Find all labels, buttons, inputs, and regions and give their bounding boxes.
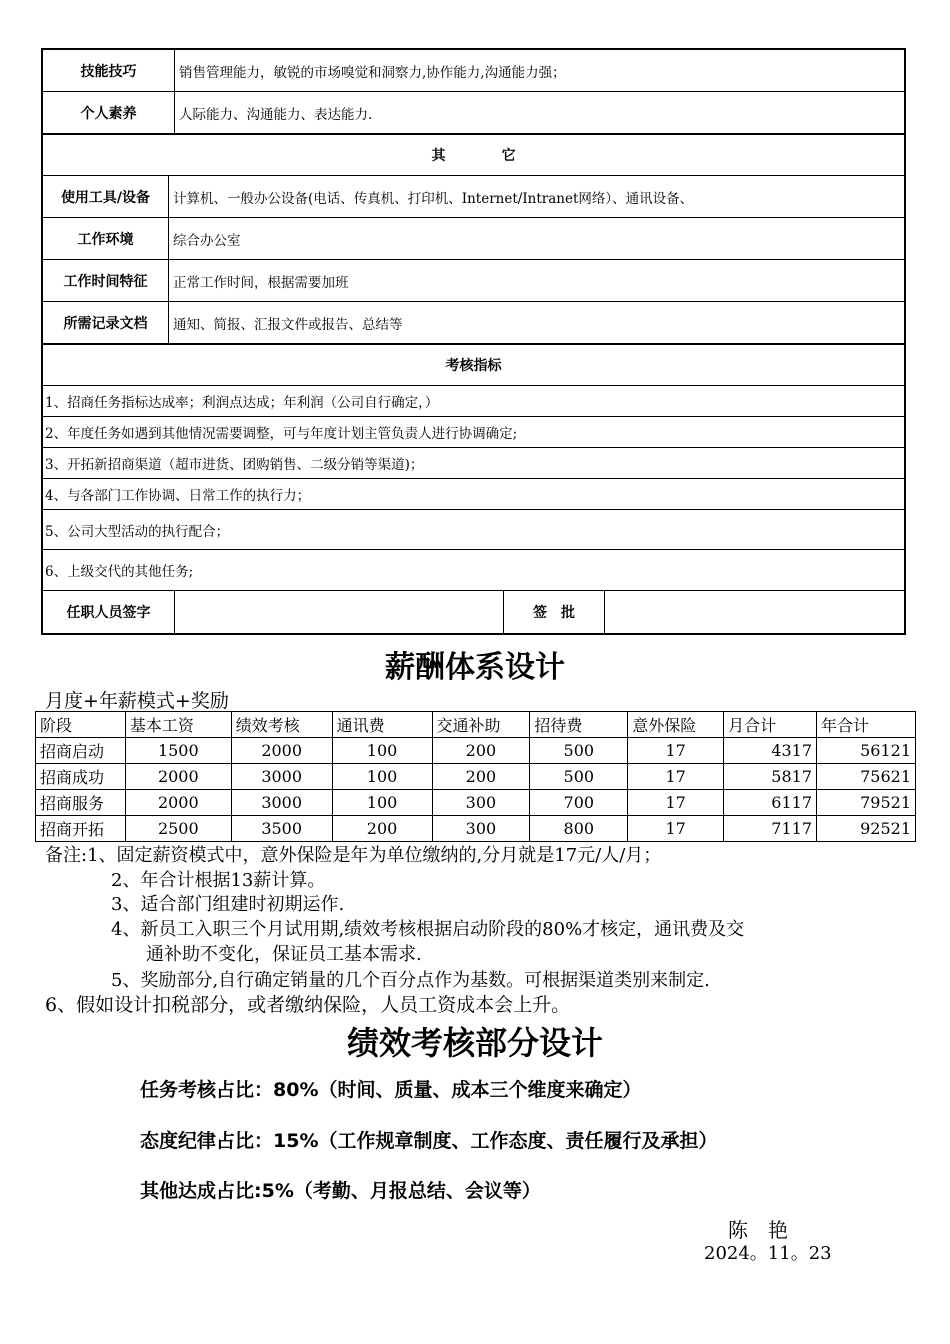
table-cell: 100 [332,790,432,816]
salary-header-row [36,712,916,738]
performance-item: 态度纪律占比：15%（工作规章制度、工作态度、责任履行及承担） [140,1130,718,1152]
signature-label: 任职人员签字 [43,591,175,633]
hours-label: 工作时间特征 [43,260,169,301]
skills-label: 技能技巧 [43,50,175,91]
hours-value: 正常工作时间，根据需要加班 [173,274,349,291]
approval-field[interactable] [605,591,904,633]
kpi-row [43,550,904,591]
table-cell: 92521 [817,816,916,842]
kpi-item: 4、与各部门工作协调、日常工作的执行力； [45,488,311,504]
kpi-item: 5、公司大型活动的执行配合； [45,523,230,540]
form-row-quality [43,92,904,134]
other-header: 其 它 [431,148,516,164]
column-header: 交通补助 [432,712,530,738]
table-row [36,764,916,790]
note-4: 4、新员工入职三个月试用期,绩效考核根据启动阶段的80%才核定，通讯费及交 [111,919,745,940]
performance-item: 任务考核占比：80%（时间、质量、成本三个维度来确定） [140,1079,642,1101]
column-header: 通讯费 [332,712,432,738]
tools-label: 使用工具/设备 [43,176,169,217]
column-header: 绩效考核 [231,712,332,738]
document-date: 2024。11。23 [704,1243,832,1264]
table-cell: 17 [628,764,724,790]
table-cell: 500 [530,738,628,764]
quality-label: 个人素养 [43,92,175,133]
salary-subtitle: 月度+年薪模式+奖励 [45,690,229,712]
table-cell: 56121 [817,738,916,764]
table-cell: 3000 [231,790,332,816]
signature-field[interactable] [175,591,504,633]
column-header: 月合计 [724,712,817,738]
approval-label: 签 批 [504,591,605,633]
kpi-row [43,417,904,448]
column-header: 意外保险 [628,712,724,738]
table-cell: 79521 [817,790,916,816]
tools-value: 计算机、一般办公设备(电话、传真机、打印机、Internet/Intranet网络）、通讯设备、 [173,190,694,207]
column-header: 阶段 [36,712,126,738]
performance-title: 绩效考核部分设计 [346,1024,603,1062]
records-value: 通知、简报、汇报文件或报告、总结等 [173,316,403,333]
table-cell: 2000 [125,764,231,790]
table-cell: 5817 [724,764,817,790]
table-cell: 75621 [817,764,916,790]
skills-value: 销售管理能力，敏锐的市场嗅觉和洞察力,协作能力,沟通能力强； [179,64,566,81]
table-cell: 17 [628,790,724,816]
table-cell: 7117 [724,816,817,842]
note-5: 5、奖励部分,自行确定销量的几个百分点作为基数。可根据渠道类别来制定. [111,970,710,991]
author-name: 陈 艳 [728,1218,788,1242]
note-4-continued: 通补助不变化，保证员工基本需求. [146,944,422,965]
stage-cell: 招商启动 [36,738,126,764]
kpi-row [43,510,904,550]
column-header: 年合计 [817,712,916,738]
form-row-tools [43,176,904,218]
table-cell: 700 [530,790,628,816]
stage-cell: 招商开拓 [36,816,126,842]
table-cell: 2500 [125,816,231,842]
other-section-header [43,134,904,176]
kpi-section-header [43,344,904,386]
table-row [36,816,916,842]
salary-title: 薪酬体系设计 [385,650,565,685]
kpi-item: 1、招商任务指标达成率；利润点达成；年利润（公司自行确定，） [45,395,439,411]
form-row-skills [43,50,904,92]
form-row-records [43,302,904,344]
table-cell: 2000 [231,738,332,764]
table-cell: 1500 [125,738,231,764]
column-header: 基本工资 [125,712,231,738]
table-cell: 3500 [231,816,332,842]
table-row [36,790,916,816]
table-cell: 3000 [231,764,332,790]
table-cell: 300 [432,790,530,816]
form-row-environment [43,218,904,260]
performance-item: 其他达成占比:5%（考勤、月报总结、会议等） [140,1180,541,1202]
table-cell: 2000 [125,790,231,816]
table-cell: 6117 [724,790,817,816]
stage-cell: 招商成功 [36,764,126,790]
records-label: 所需记录文档 [43,302,169,343]
kpi-header: 考核指标 [445,358,502,374]
salary-table [35,711,916,842]
environment-label: 工作环境 [43,218,169,259]
table-cell: 500 [530,764,628,790]
environment-value: 综合办公室 [173,232,241,249]
note-6: 6、假如设计扣税部分，或者缴纳保险，人员工资成本会上升。 [45,994,571,1016]
kpi-row [43,448,904,479]
table-cell: 200 [332,816,432,842]
table-cell: 200 [432,764,530,790]
table-cell: 4317 [724,738,817,764]
table-cell: 17 [628,738,724,764]
kpi-item: 3、开拓新招商渠道（超市进货、团购销售、二级分销等渠道)； [45,457,424,473]
quality-value: 人际能力、沟通能力、表达能力. [179,106,373,123]
kpi-row [43,386,904,417]
table-cell: 300 [432,816,530,842]
column-header: 招待费 [530,712,628,738]
table-cell: 17 [628,816,724,842]
table-cell: 100 [332,738,432,764]
kpi-item: 2、年度任务如遇到其他情况需要调整，可与年度计划主管负责人进行协调确定; [45,426,518,442]
kpi-row [43,479,904,510]
table-row [36,738,916,764]
table-cell: 100 [332,764,432,790]
note-2: 2、年合计根据13薪计算。 [111,870,326,891]
table-cell: 200 [432,738,530,764]
signature-row [43,591,904,633]
note-3: 3、适合部门组建时初期运作. [111,894,345,915]
table-cell: 800 [530,816,628,842]
kpi-item: 6、上级交代的其他任务; [45,564,194,580]
form-row-hours [43,260,904,302]
job-description-form [41,48,906,635]
note-1: 备注:1、固定薪资模式中，意外保险是年为单位缴纳的,分月就是17元/人/月； [45,845,662,866]
stage-cell: 招商服务 [36,790,126,816]
